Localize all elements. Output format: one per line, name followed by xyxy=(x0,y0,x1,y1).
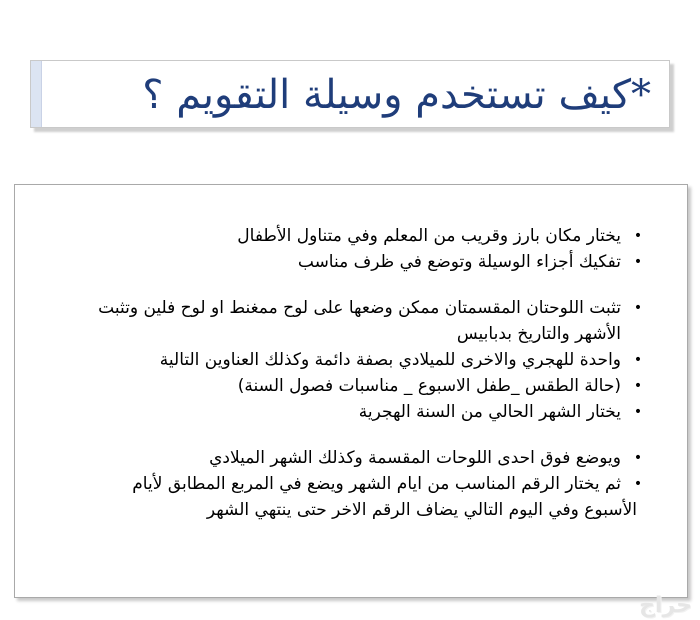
bullet-icon: • xyxy=(633,300,643,316)
bullet-icon: • xyxy=(633,352,643,368)
list-item-text: ويوضع فوق احدى اللوحات المقسمة وكذلك الشهر الميلادي xyxy=(209,448,621,468)
list-item-text: (حالة الطقس _طفل الاسبوع _ مناسبات فصول السنة) xyxy=(237,376,621,396)
list-item-text: يختار الشهر الحالي من السنة الهجرية xyxy=(358,402,621,422)
list-item-text: واحدة للهجري والاخرى للميلادي بصفة دائمة وكذلك العناوين التالية xyxy=(159,350,621,370)
bullet-list xyxy=(15,223,687,523)
list-item-text: ثم يختار الرقم المناسب من ايام الشهر ويضع في المربع المطابق لأيام xyxy=(132,474,621,494)
bullet-icon: • xyxy=(633,378,643,394)
list-item xyxy=(15,347,687,373)
list-item-text: يختار مكان بارز وقريب من المعلم وفي متناول الأطفال xyxy=(237,226,621,246)
list-item xyxy=(15,249,687,275)
bullet-icon: • xyxy=(633,254,643,270)
bullet-icon: • xyxy=(633,476,643,492)
list-item xyxy=(15,445,687,471)
list-item-text: تفكيك أجزاء الوسيلة وتوضع في ظرف مناسب xyxy=(297,252,621,272)
list-item xyxy=(15,471,687,497)
page-title: *كيف تستخدم وسيلة التقويم ؟ xyxy=(142,72,651,118)
list-item-continuation: الأسبوع وفي اليوم التالي يضاف الرقم الاخر حتى ينتهي الشهر xyxy=(206,500,637,520)
list-item xyxy=(15,223,687,249)
title-box xyxy=(30,60,670,128)
bullet-icon: • xyxy=(633,404,643,420)
content-box xyxy=(14,184,688,598)
list-item xyxy=(15,295,687,321)
list-item-text: تثبت اللوحتان المقسمتان ممكن وضعها على لوح ممغنط او لوح فلين وتثبت xyxy=(98,298,621,318)
bullet-icon: • xyxy=(633,450,643,466)
watermark-logo: حراج xyxy=(639,593,692,618)
list-item xyxy=(15,399,687,425)
bullet-icon: • xyxy=(633,228,643,244)
title-accent-bar xyxy=(31,61,42,127)
list-item xyxy=(15,373,687,399)
list-item-continuation: الأشهر والتاريخ بدبابيس xyxy=(456,324,621,344)
